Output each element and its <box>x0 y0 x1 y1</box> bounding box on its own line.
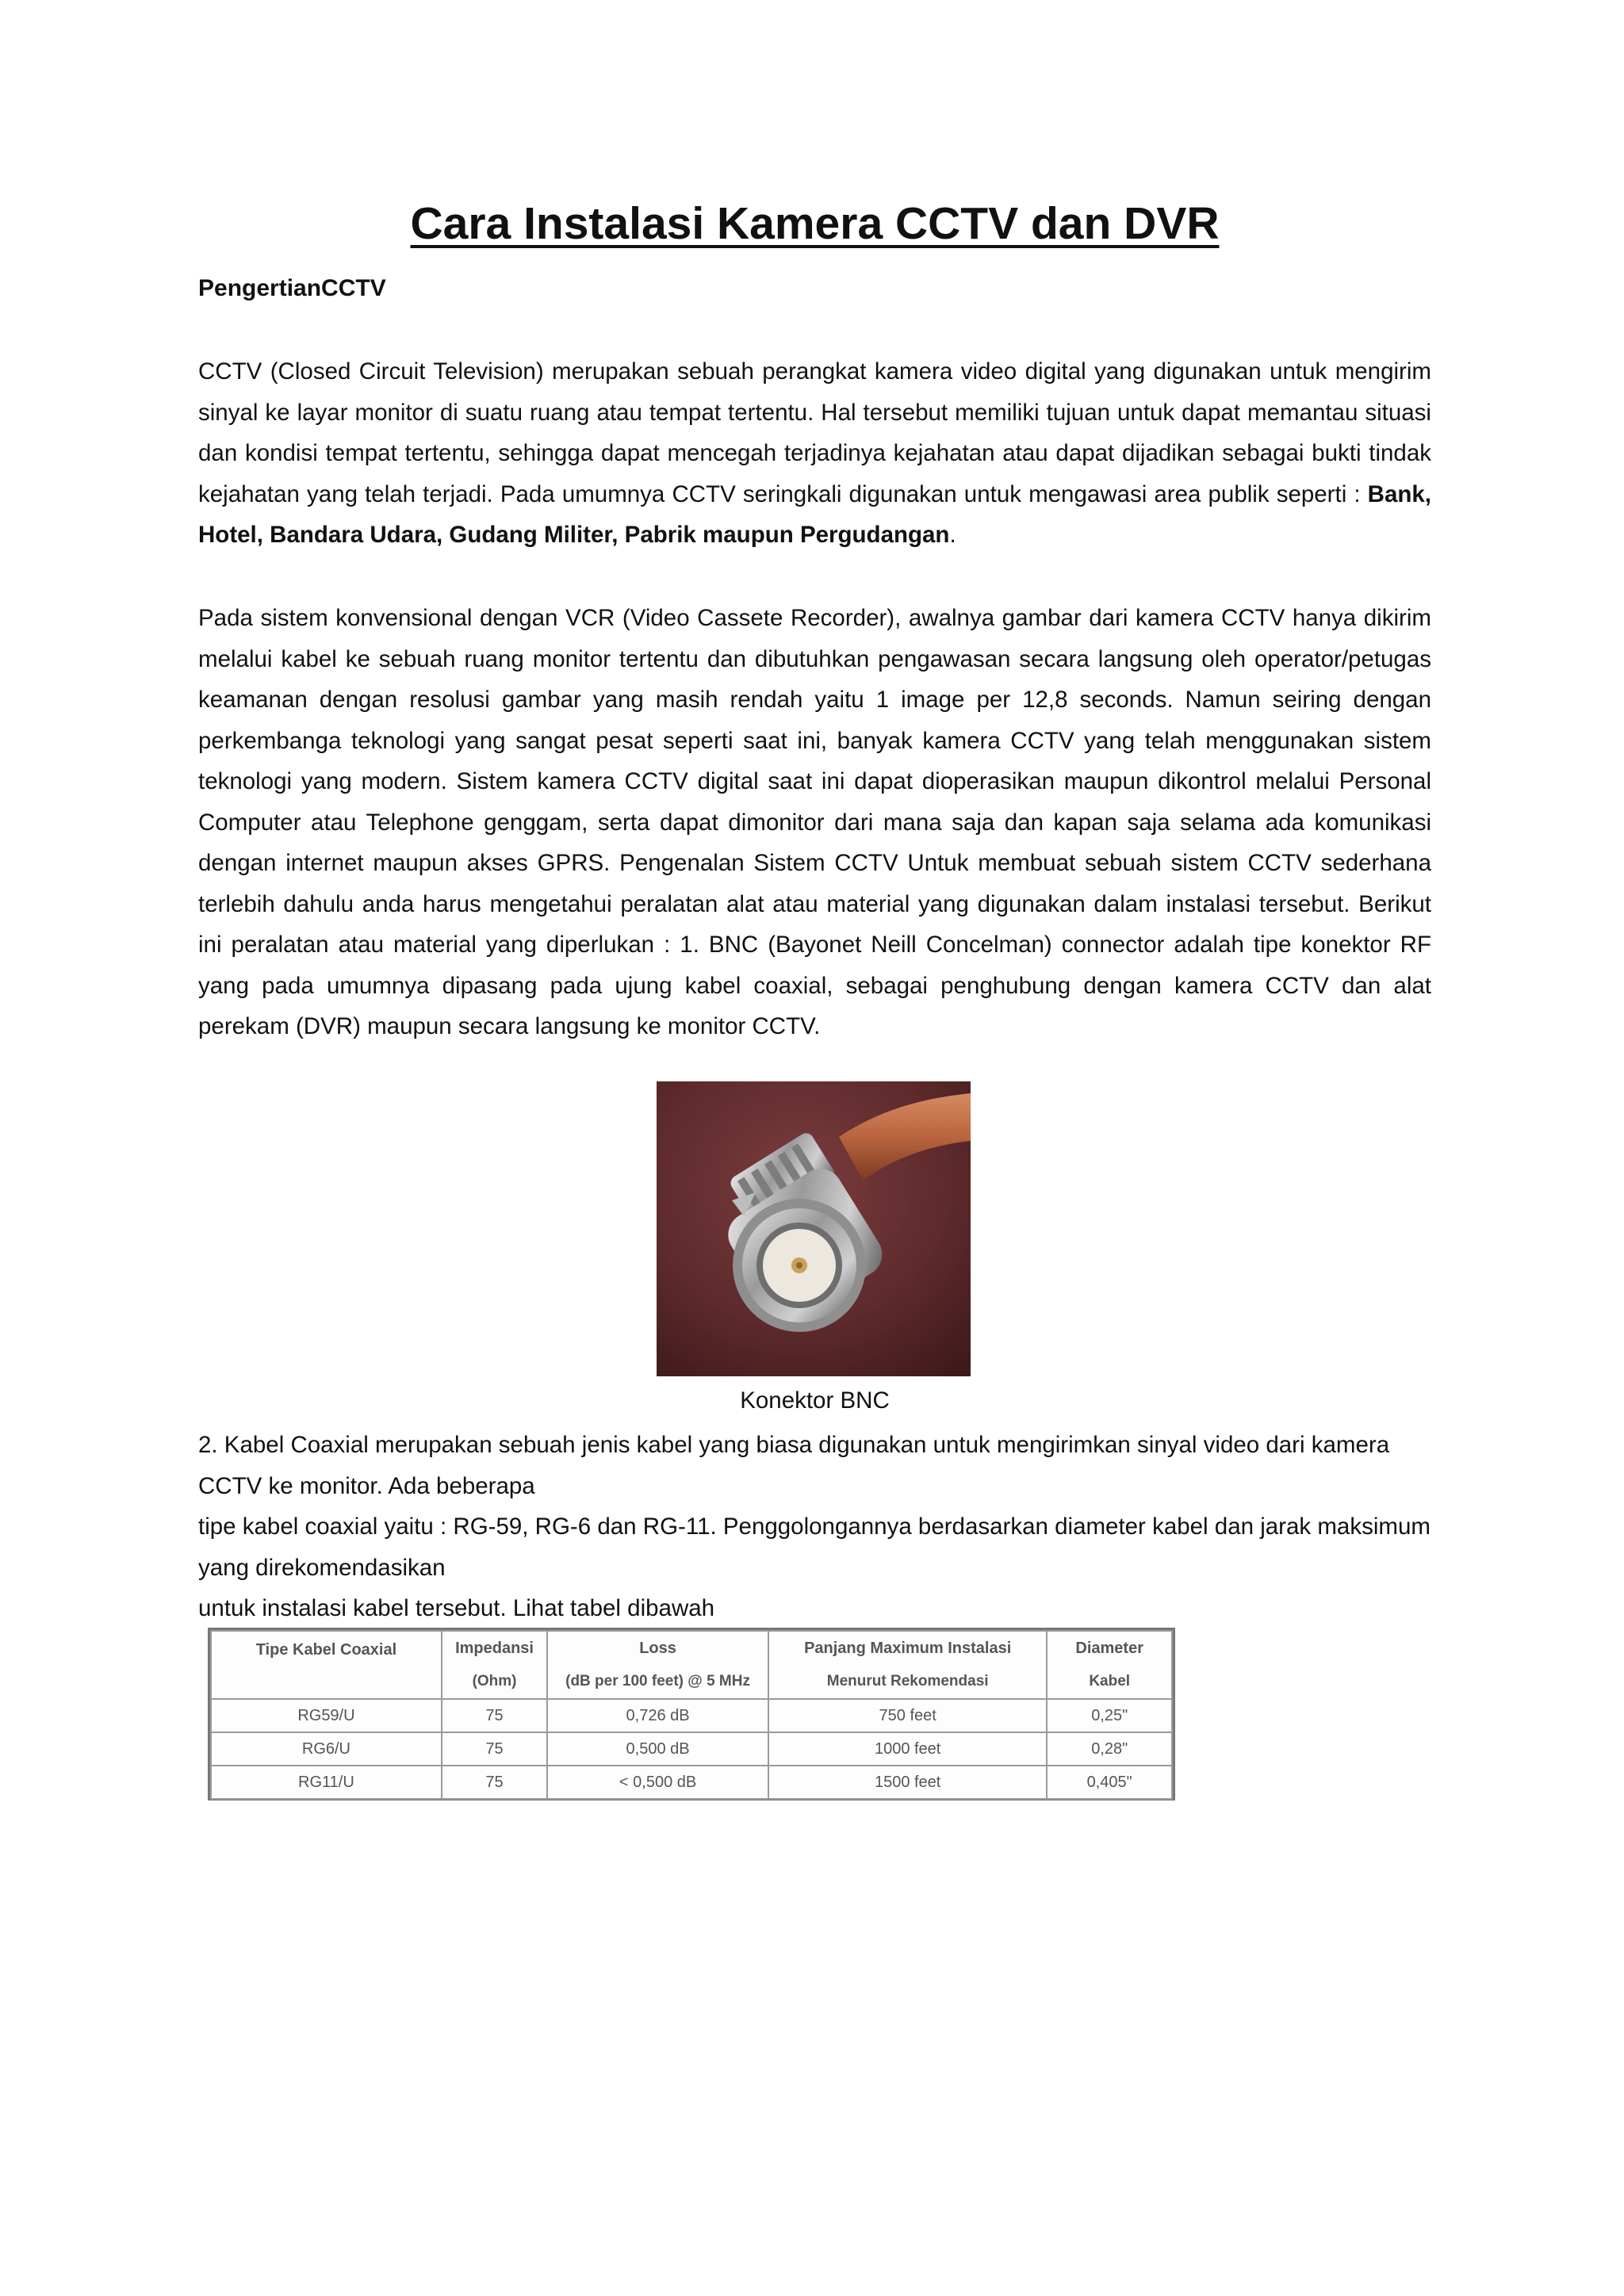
coaxial-line-2: tipe kabel coaxial yaitu : RG-59, RG-6 dan RG-11. Penggolongannya berdasarkan diameter kabel dan jarak maksimum yang direkomendasikan <box>198 1513 1431 1581</box>
section-heading: PengertianCCTV <box>198 275 386 301</box>
table-cell: 0,726 dB <box>547 1699 768 1732</box>
paragraph-intro <box>198 351 1431 556</box>
intro-bold-list: Bank, Hotel, Bandara Udara, Gudang Militer, Pabrik maupun Pergudangan <box>198 480 1431 548</box>
header-diameter: Diameter <box>1047 1631 1172 1665</box>
table-cell: RG11/U <box>211 1766 442 1799</box>
bnc-connector-photo <box>657 1081 971 1376</box>
table-cell: 75 <box>442 1732 547 1766</box>
bnc-connector-image <box>657 1081 971 1376</box>
coaxial-line-1: 2. Kabel Coaxial merupakan sebuah jenis kabel yang biasa digunakan untuk mengirimkan sinyal video dari kamera CCTV ke monitor. Ada beberapa <box>198 1432 1390 1499</box>
table-cell: 1500 feet <box>768 1766 1047 1799</box>
system-text: Pada sistem konvensional dengan VCR (Video Cassete Recorder), awalnya gambar dari kamera CCTV hanya dikirim melalui kabel ke sebuah ruang monitor tertentu dan dibutuhkan pengawasan secara langsung oleh operator/petugas keamanan dengan resolusi gambar yang masih rendah yaitu 1 image per 12,8 seconds. Namun seiring dengan perkembanga teknologi yang sangat pesat seperti saat ini, banyak kamera CCTV yang telah menggunakan sistem teknologi yang modern. Sistem kamera CCTV digital saat ini dapat dioperasikan maupun dikontrol melalui Personal Computer atau Telephone genggam, serta dapat dimonitor dari mana saja dan kapan saja selama ada komunikasi dengan internet maupun akses GPRS. Pengenalan Sistem CCTV Untuk membuat sebuah sistem CCTV sederhana terlebih dahulu anda harus mengetahui peralatan alat atau material yang digunakan dalam instalasi tersebut. Berikut ini peralatan atau material yang diperlukan : <box>198 605 1431 958</box>
header-diameter-sub: Kabel <box>1047 1665 1172 1699</box>
header-loss-unit: (dB per 100 feet) @ 5 MHz <box>547 1665 768 1699</box>
header-tipe: Tipe Kabel Coaxial <box>211 1631 442 1699</box>
table-row <box>211 1732 1172 1766</box>
paragraph-system <box>198 598 1431 1047</box>
coaxial-line-3: untuk instalasi kabel tersebut. Lihat tabel dibawah <box>198 1595 715 1621</box>
table-cell: RG59/U <box>211 1699 442 1732</box>
coaxial-table-image <box>208 1628 1175 1800</box>
table-cell: 75 <box>442 1766 547 1799</box>
header-loss: Loss <box>547 1631 768 1665</box>
table-row <box>211 1699 1172 1732</box>
paragraph-coaxial <box>198 1425 1431 1629</box>
table-cell: 750 feet <box>768 1699 1047 1732</box>
table-cell: < 0,500 dB <box>547 1766 768 1799</box>
intro-end: . <box>949 522 956 548</box>
table-cell: RG6/U <box>211 1732 442 1766</box>
table-cell: 0,500 dB <box>547 1732 768 1766</box>
table-cell: 0,28" <box>1047 1732 1172 1766</box>
table-cell: 0,405" <box>1047 1766 1172 1799</box>
table-cell: 0,25" <box>1047 1699 1172 1732</box>
figure-caption: Konektor BNC <box>740 1387 890 1414</box>
header-impedansi: Impedansi <box>442 1631 547 1665</box>
intro-text: CCTV (Closed Circuit Television) merupakan sebuah perangkat kamera video digital yang digunakan untuk mengirim sinyal ke layar monitor di suatu ruang atau tempat tertentu. Hal tersebut memiliki tujuan untuk dapat memantau situasi dan kondisi tempat tertentu, sehingga dapat mencegah terjadinya kejahatan atau dapat dijadikan sebagai bukti tindak kejahatan yang telah terjadi. Pada umumnya CCTV seringkali digunakan untuk mengawasi area publik seperti : <box>198 358 1431 507</box>
header-panjang: Panjang Maximum Instalasi <box>768 1631 1047 1665</box>
bnc-item-text: 1. BNC (Bayonet Neill Concelman) connector adalah tipe konektor RF yang pada umumnya dipasang pada ujung kabel coaxial, sebagai penghubung dengan kamera CCTV dan alat perekam (DVR) maupun secara langsung ke monitor CCTV. <box>198 932 1432 1039</box>
document-title: Cara Instalasi Kamera CCTV dan DVR <box>410 198 1220 249</box>
header-impedansi-unit: (Ohm) <box>442 1665 547 1699</box>
header-panjang-sub: Menurut Rekomendasi <box>768 1665 1047 1699</box>
table-cell: 1000 feet <box>768 1732 1047 1766</box>
table-row <box>211 1766 1172 1799</box>
coaxial-cable-table <box>210 1630 1173 1800</box>
table-cell: 75 <box>442 1699 547 1732</box>
